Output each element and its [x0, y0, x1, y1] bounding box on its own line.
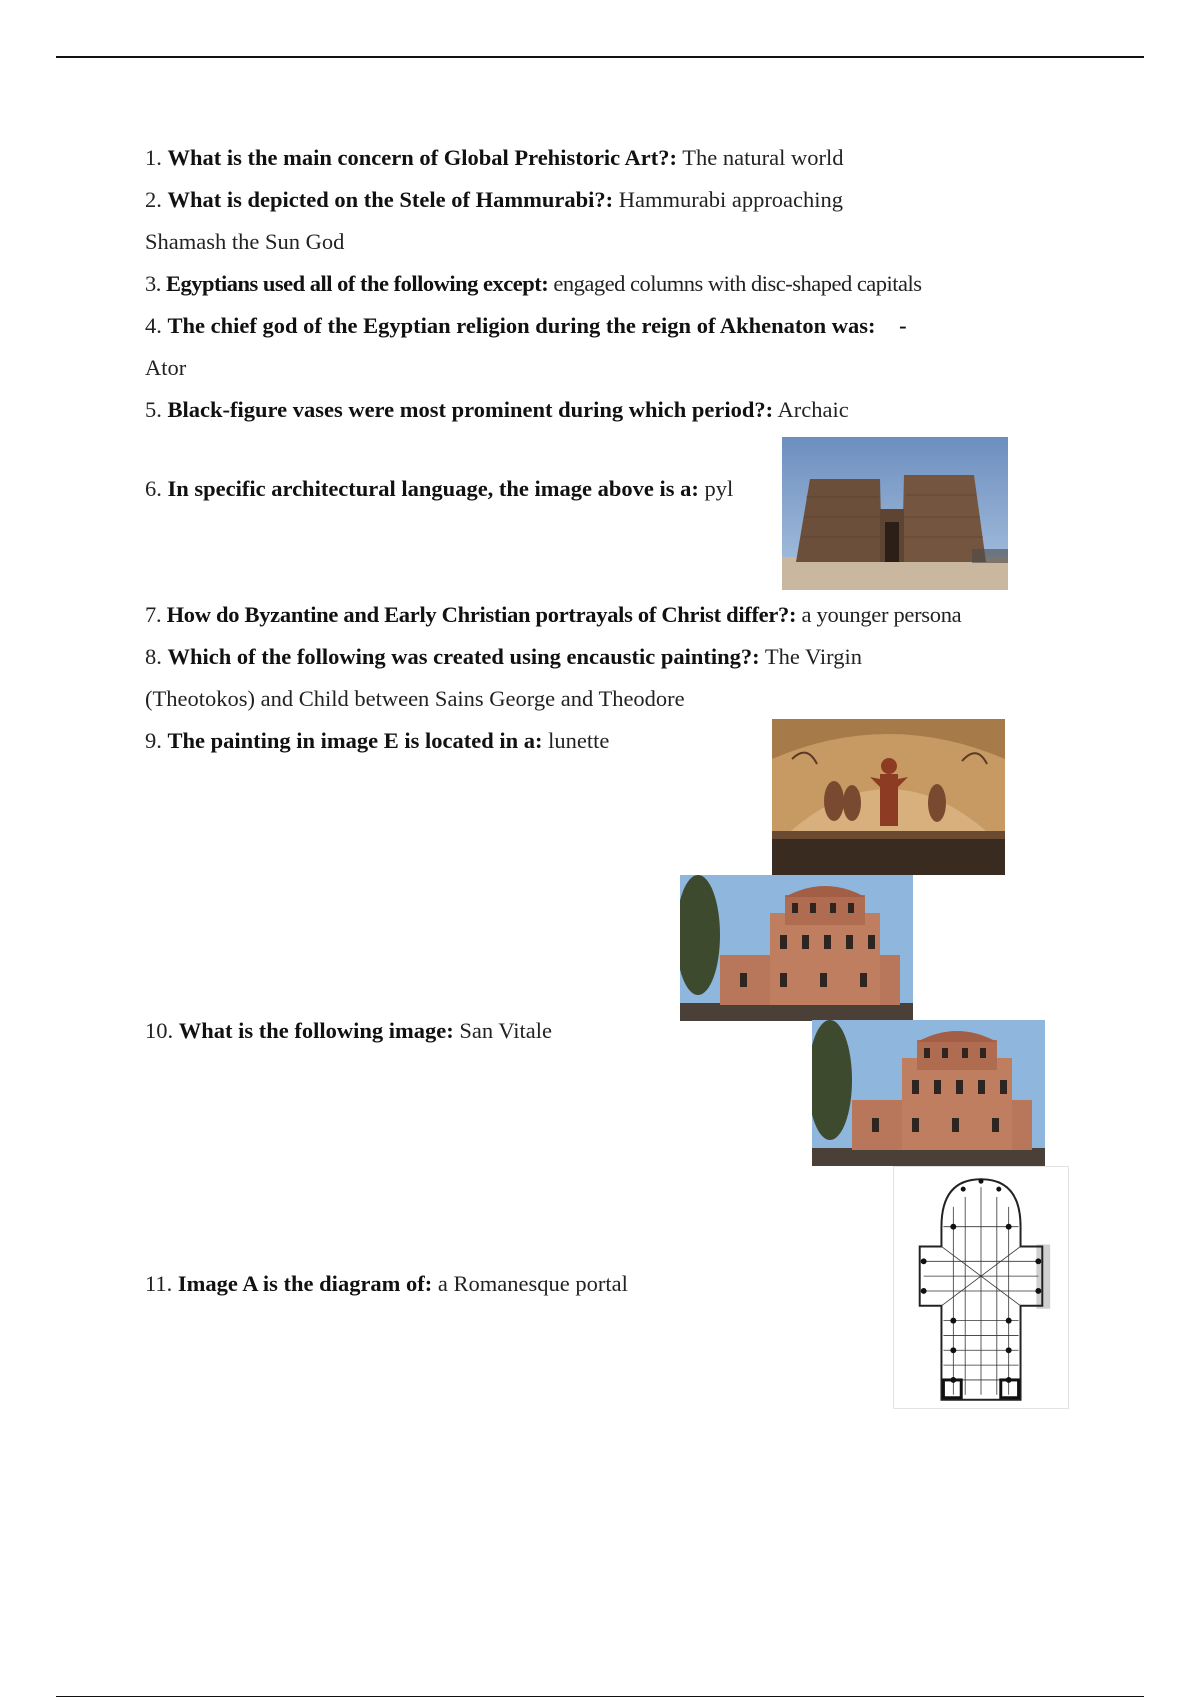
question-9: 9. The painting in image E is located in a: lunette	[145, 728, 610, 753]
question-10: 10. What is the following image: San Vitale	[145, 1018, 552, 1043]
question-2-answer-cont: Shamash the Sun God	[145, 229, 345, 254]
question-10-answer: San Vitale	[459, 1018, 552, 1043]
bottom-rule	[56, 1696, 1144, 1697]
question-7: 7. How do Byzantine and Early Christian portrayals of Christ differ?: a younger persona	[145, 602, 962, 627]
question-2: 2. What is depicted on the Stele of Hammurabi?: Hammurabi approaching	[145, 187, 844, 212]
question-4-prompt: The chief god of the Egyptian religion during the reign of Akhenaton was:	[167, 313, 876, 338]
question-1: 1. What is the main concern of Global Prehistoric Art?: The natural world	[145, 145, 844, 170]
question-5: 5. Black-figure vases were most prominent during which period?: Archaic	[145, 397, 849, 422]
question-5-prompt: Black-figure vases were most prominent during which period?:	[167, 397, 774, 422]
question-3-prompt: Egyptians used all of the following except:	[166, 271, 549, 296]
question-7-prompt: How do Byzantine and Early Christian portrayals of Christ differ?:	[166, 602, 797, 627]
church-floor-plan-image	[893, 1166, 1069, 1409]
question-6: 6. In specific architectural language, the image above is a: pyl	[145, 476, 734, 501]
lunette-fresco-image	[772, 719, 1005, 875]
question-11-answer: a Romanesque portal	[437, 1271, 628, 1296]
question-1-prompt: What is the main concern of Global Prehistoric Art?:	[167, 145, 678, 170]
pylon-temple-image	[782, 437, 1008, 590]
question-4-answer: Ator	[145, 355, 187, 380]
question-8: 8. Which of the following was created using encaustic painting?: The Virgin	[145, 644, 863, 669]
question-9-answer: lunette	[548, 728, 610, 753]
question-6-answer: pyl	[704, 476, 734, 501]
question-9-prompt: The painting in image E is located in a:	[167, 728, 543, 753]
question-1-answer: The natural world	[682, 145, 844, 170]
question-11-prompt: Image A is the diagram of:	[177, 1271, 433, 1296]
question-4: 4. The chief god of the Egyptian religion during the reign of Akhenaton was: -	[145, 313, 907, 338]
san-vitale-image-2	[812, 1020, 1045, 1166]
question-2-answer: Hammurabi approaching	[618, 187, 844, 212]
san-vitale-image-1	[680, 875, 913, 1021]
question-8-answer: The Virgin	[764, 644, 863, 669]
question-7-answer: a younger persona	[801, 602, 962, 627]
question-4-dash: -	[899, 313, 907, 338]
question-5-answer: Archaic	[777, 397, 849, 422]
question-8-prompt: Which of the following was created using encaustic painting?:	[167, 644, 760, 669]
question-3-answer: engaged columns with disc-shaped capitals	[553, 271, 922, 296]
top-rule	[56, 56, 1144, 58]
question-10-prompt: What is the following image:	[178, 1018, 454, 1043]
question-3: 3. Egyptians used all of the following except: engaged columns with disc-shaped capitals	[145, 271, 922, 296]
question-2-prompt: What is depicted on the Stele of Hammurabi?:	[167, 187, 614, 212]
question-11: 11. Image A is the diagram of: a Romanesque portal	[145, 1271, 628, 1296]
question-6-prompt: In specific architectural language, the image above is a:	[167, 476, 699, 501]
question-8-answer-cont: (Theotokos) and Child between Sains George and Theodore	[145, 686, 685, 711]
